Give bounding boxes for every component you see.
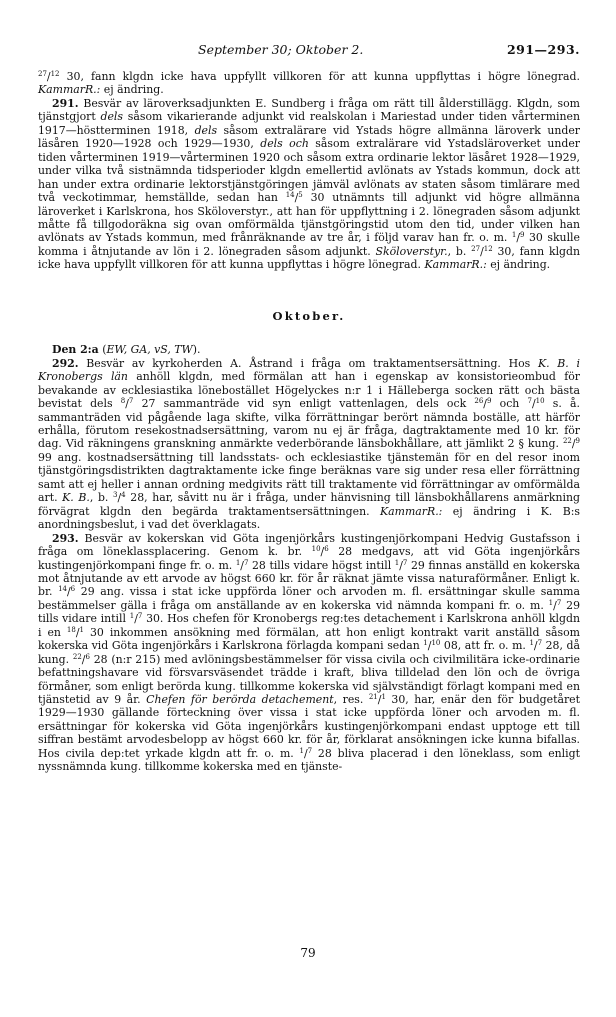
paragraph-continuation: $^{27}$/$^{12}$ 30, fann klgdn icke hava uppfyllt villkoren för att kunna uppflyttas i högre lönegrad. KammarR.: ej ändring. (38, 70, 580, 97)
paragraph-number: 293. (52, 531, 79, 545)
page (38, 18, 581, 774)
page-number: 79 (300, 946, 316, 960)
paragraph-293: 293. Besvär av kokerskan vid Göta ingenjörkårs kustingenjörkompani Hedvig Gustafsson i fråga om löneklassplacering. Genom k. br. $^{10}$/$^6$ 28 medgavs, att vid Göta ingenjörkårs kustingenjörkompani finge fr. o. m. $^1$/$^7$ 28 tills vidare högst intill $^1$/$^7$ 29 finnas anställd en kokerska mot åtnjutande av ett arvode av högst 660 kr. för år räknat jämte vissa naturaförmåner. Enligt k. br. $^{14}$/$^6$ 29 ang. vissa i stat icke uppförda löner och arvoden m. fl. ersättningar skulle samma bestämmelser gälla i fråga om anställande av en kokerska vid nämnda kompani fr. o. m. $^1$/$^7$ 29 tills vidare intill $^1$/$^7$ 30. Hos chefen för Kronobergs reg:tes detachement i Karlskrona anhöll klgdn i en $^{18}$/$^1$ 30 inkommen ansökning med förmälan, att hon enligt kontrakt varit anställd såsom kokerska vid Göta ingenjörkårs i Karlskrona förlagda kompani sedan $^1$/$^{10}$ 08, att fr. o. m. $^1$/$^7$ 28, då kung. $^{22}$/$^6$ 28 (n:r 215) med avlöningsbestämmelser för vissa civila och civilmilitära icke-ordinarie befattningshavare vid försvarsväsendet trädde i kraft, bliva tilldelad den lön och de övriga förmåner, som enligt berörda kung. tillkomme kokerska vid självständigt förlagt kompani med en tjänstetid av 9 år. Chefen för berörda detachement, res. $^{21}$/$^1$ 30, har, enär den för budgetåret 1929—1930 gällande förteckning över vissa i stat icke uppförda löner och arvoden m. fl. ersättningar för kokerska vid Göta ingenjörkårs kustingenjörkompani endast upptoge ett till siffran bestämt arvodesbelopp av högst 660 kr. för år, förklarat ansökningen icke kunna bifallas. Hos civila dep:tet yrkade klgdn att fr. o. m. $^1$/$^7$ 28 bliva placerad i den löneklass, som enligt nyssnämnda kung. tillkomme kokerska med en tjänste- (38, 531, 581, 774)
paragraph-292: Den 2:a (EW, GA, vS, TW). 292. Besvär av kyrkoherden A. Åstrand i fråga om traktamentsersättning. Hos K. B. i Kronobergs län anhöll klgdn, med förmälan att han i egenskap av konsistorieombud för bevakande av ecklesiastika lönebostället Högelyckes n:r 1 i Hälleberga socken rätt och bästa bevistat dels $^8$/$^7$ 27 sammanträde vid syn enligt vattenlagen, dels ock $^{26}$/$^9$ och $^7$/$^{10}$ s. å. sammanträden vid pågående laga skifte, vilka förrättningar berört nämnda boställe, att härför erhålla, förutom resekostnadsersättning, varom nu ej är fråga, dagtraktamente med 10 kr. för dag. Vid räkningens granskning anmärkte vederbörande länsbokhållare, att jämlikt 2 § kung. $^{22}$/$^9$ 99 ang. kostnadsersättning till landsstats- och ecklesiastike tjänstemän för en del resor inom tjänstgöringsdistrikten dagtraktamente icke finge beräknas vare sig under resa eller förrättning samt att ej heller i annan ordning medgivits rätt till traktamente vid förrättningar av omförmälda art. K. B., b. $^3$/$^4$ 28, har, såvitt nu är i fråga, under hänvisning till länsbokhållarens anmärkning förvägrat klgdn den begärda traktamentsersättningen. KammarR.: ej ändring i K. B:s anordningsbeslut, i vad det överklagats. (38, 343, 581, 532)
running-head: September 30; Oktober 2. (198, 42, 364, 57)
paragraph-number: 291. (52, 96, 79, 110)
page-range: 291—293. (506, 42, 580, 57)
date-label: Den 2:a (52, 343, 99, 357)
paragraph-number: 292. (52, 356, 79, 370)
page-header (38, 18, 580, 57)
body-text (38, 70, 580, 774)
panel-members: EW, GA, vS, TW (106, 343, 193, 357)
paragraph-291: 291. Besvär av läroverksadjunkten E. Sundberg i fråga om rätt till ålderstillägg. Klgdn, som tjänstgjort dels såsom vikarierande adjunkt vid realskolan i Mariestad under tiden vårterminen 1917—höstterminen 1918, dels såsom extralärare vid Ystads högre allmänna läroverk under läsåren 1920—1928 och 1929—1930, dels och såsom extralärare vid Ystadsläroverket under tiden vårterminen 1919—vårterminen 1920 och såsom extra ordinarie lektor läsåret 1928—1929, under vilka två sistnämnda tidsperioder klgdn emellertid avlönats av Ystads kommun, dock att han under extra ordinarie lektorstjänstgöringen jämväl avlönats av staten såsom timlärare med två veckotimmar, hemställde, sedan han $^{14}$/$^5$ 30 utnämnts till adjunkt vid högre allmänna läroverket i Karlskrona, hos Sköloverstyr., att han för uppflyttning i 2. lönegraden såsom adjunkt måtte få tillgodoräkna sig ovan omförmälda tjänstgöringstid utom den tid, under vilken han avlönats av Ystads kommun, med frånräknande av tre år, i följd varav han fr. o. m. $^1$/$^9$ 30 skulle komma i åtnjutande av lön i 2. lönegraden såsom adjunkt. Sköloverstyr., b. $^{27}$/$^{12}$ 30, fann klgdn icke hava uppfyllt villkoren för att kunna uppflyttas i högre lönegrad. KammarR.: ej ändring. (38, 96, 581, 272)
section-heading: Oktober. (272, 308, 346, 323)
